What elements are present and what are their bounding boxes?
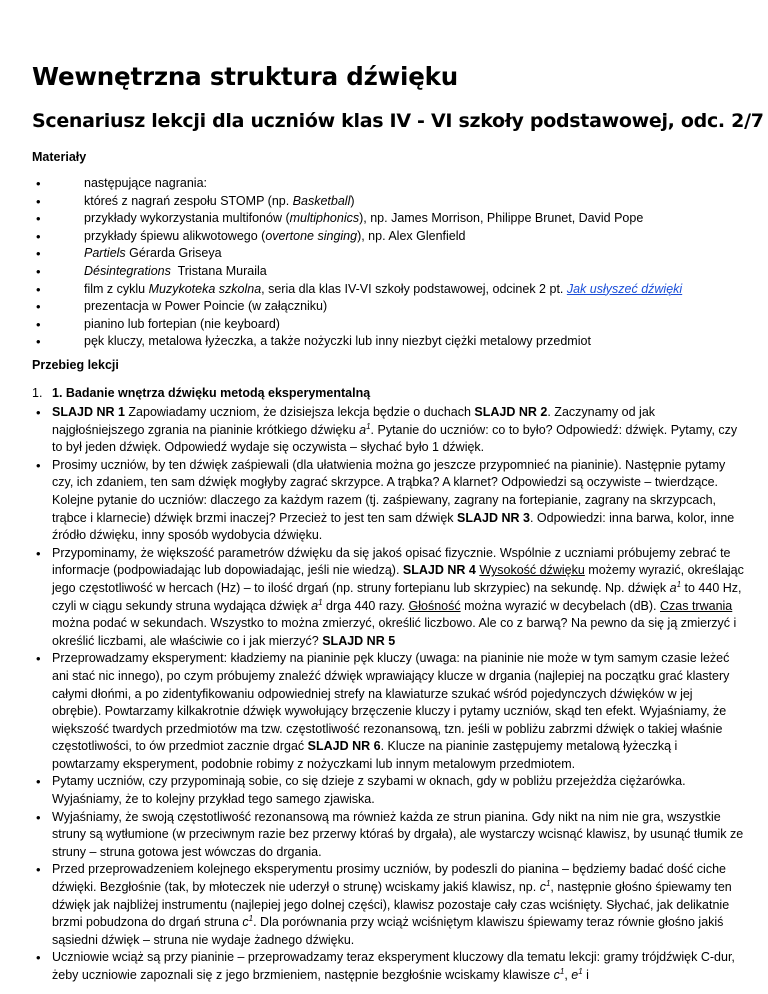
list-item: • Partiels Gérarda Griseya: [32, 245, 744, 263]
list-item: • Przed przeprowadzeniem kolejnego eksperymentu prosimy uczniów, by podeszli do pianina – będziemy badać dość ciche dźwięki. Bezgłośnie (tak, by młoteczek nie uderzył o strunę) wciskamy jakiś klawisz, np. $c^1$, następnie głośno śpiewamy ten dźwięk jak najbliżej instrumentu (najlepiej jego dolnej części), klawisz pozostaje cały czas wciśnięty. Słychać, jak delikatnie brzmi pobudzona do drgań struna $c^1$. Dla porównania przy wciąż wciśniętym klawiszu śpiewamy teraz równie głośno jakiś sąsiedni dźwięk – struna nie wydaje żadnego dźwięku.: [32, 861, 744, 949]
list-item: • film z cyklu Muzykoteka szkolna, seria dla klas IV-VI szkoły podstawowej, odcinek 2 pt. Jak usłyszeć dźwięki: [32, 281, 744, 299]
list-item: • Przypominamy, że większość parametrów dźwięku da się jakoś opisać fizycznie. Wspólnie z uczniami próbujemy zebrać te informacje (podpowiadając lub dopowiadając, jeśli nie wiedzą). SLAJD NR 4 Wysokość dźwięku możemy wyrazić, określając jego częstotliwość w hercach (Hz) – to ilość drgań (np. struny fortepianu lub skrzypiec) na sekundę. Np. dźwięk $a^1$ to 440 Hz, czyli w ciągu sekundy struna wydająca dźwięk $a^1$ drga 440 razy. Głośność można wyrazić w decybelach (dB). Czas trwania można podać w sekundach. Wszystko to można zmierzyć, określić liczbowo. Ale co z barwą? Na pewno da się ją zmierzyć i określić liczbami, ale właściwie co i jak mierzyć? SLAJD NR 5: [32, 545, 744, 651]
list-item: • Przeprowadzamy eksperyment: kładziemy na pianinie pęk kluczy (uwaga: na pianinie nie może w tym samym czasie leżeć ani stać nic innego), po czym próbujemy znaleźć dźwięk wprawiający klucze w drgania (najlepiej na początku grać klastery całymi dłońmi, a po zidentyfikowaniu odpowiedniej strefy na klawiaturze szukać wśród pojedynczych dźwięków w jej obrębie). Powtarzamy kilkakrotnie dźwięk wywołujący brzęczenie kluczy i pytamy uczniów, skąd ten efekt. Wyjaśniamy, że większość twardych przedmiotów ma tzw. częstotliwość rezonansową, tzn. jeśli w pobliżu zabrzmi dźwięk o takiej właśnie częstotliwości, to ów przedmiot zacznie drgać SLAJD NR 6. Klucze na pianinie zastępujemy metalową łyżeczką i powtarzamy eksperyment, podobnie robimy z nożyczkami lub innym metalowym przedmiotem.: [32, 650, 744, 773]
list-item: • któreś z nagrań zespołu STOMP (np. Basketball): [32, 193, 744, 211]
list-item: • prezentacja w Power Poincie (w załączniku): [32, 298, 744, 316]
section-number: 1.: [32, 386, 43, 400]
film-link[interactable]: Jak usłyszeć dźwięki: [566, 281, 683, 296]
section-heading: [32, 386, 370, 400]
list-item: • Uczniowie wciąż są przy pianinie – przeprowadzamy teraz eksperyment kluczowy dla tematu lekcji: gramy trójdźwięk C-dur, żeby uczniowie zapoznali się z jego brzmieniem, następnie bezgłośnie wciskamy klawisze $c^1$, $e^1$ i: [32, 949, 744, 984]
list-item: • przykłady wykorzystania multifonów (multiphonics), np. James Morrison, Philippe Brunet, David Pope: [32, 210, 744, 228]
list-item: • następujące nagrania:: [32, 175, 744, 193]
document-subtitle: Scenariusz lekcji dla uczniów klas IV - VI szkoły podstawowej, odc. 2/7: [32, 110, 764, 132]
list-item: • pęk kluczy, metalowa łyżeczka, a także nożyczki lub inny niezbyt ciężki metalowy przedmiot: [32, 333, 744, 351]
materials-list: [32, 175, 744, 351]
list-item: • Prosimy uczniów, by ten dźwięk zaśpiewali (dla ułatwienia można go jeszcze przypomnieć na pianinie). Następnie pytamy czy, ich zdaniem, ten sam dźwięk mogłyby zagrać skrzypce. A trąbka? A klarnet? Odpowiedzi są oczywiste – twierdzące. Kolejne pytanie do uczniów: dlaczego za każdym razem (tj. zaśpiewany, zagrany na fortepianie, zagrany na skrzypcach, trąbce i klarnecie) dźwięk brzmi inaczej? Przecież to jest ten sam dźwięk SLAJD NR 3. Odpowiedzi: inna barwa, kolor, inne źródło dźwięku, inny sposób wydobycia dźwięku.: [32, 457, 744, 545]
list-item: • pianino lub fortepian (nie keyboard): [32, 316, 744, 334]
document-title: Wewnętrzna struktura dźwięku: [32, 62, 459, 91]
list-item: • Wyjaśniamy, że swoją częstotliwość rezonansową ma również każda ze strun pianina. Gdy nikt na nim nie gra, wszystkie struny są wytłumione (w przeciwnym razie bez przerwy któraś by drgała), ale wystarczy wcisnąć klawisz, by usunąć tłumik ze struny – struna gotowa jest wówczas do drgania.: [32, 809, 744, 862]
section-title: 1. Badanie wnętrza dźwięku metodą eksperymentalną: [52, 386, 371, 400]
course-heading: Przebieg lekcji: [32, 358, 119, 372]
list-item: • Pytamy uczniów, czy przypominają sobie, co się dzieje z szybami w oknach, gdy w pobliżu przejeżdża ciężarówka. Wyjaśniamy, że to kolejny przykład tego samego zjawiska.: [32, 773, 744, 808]
materials-heading: Materiały: [32, 150, 87, 164]
list-item: • Désintegrations Tristana Muraila: [32, 263, 744, 281]
lesson-steps: [32, 404, 744, 985]
list-item: • przykłady śpiewu alikwotowego (overtone singing), np. Alex Glenfield: [32, 228, 744, 246]
list-item: • SLAJD NR 1 Zapowiadamy uczniom, że dzisiejsza lekcja będzie o duchach SLAJD NR 2. Zaczynamy od jak najgłośniejszego zgrania na pianinie krótkiego dźwięku $a^1$. Pytanie do uczniów: co to było? Odpowiedź: dźwięk. Pytamy, czy to był jeden dźwięk. Odpowiedź wydaje się oczywista – słychać było 1 dźwięk.: [32, 404, 744, 457]
